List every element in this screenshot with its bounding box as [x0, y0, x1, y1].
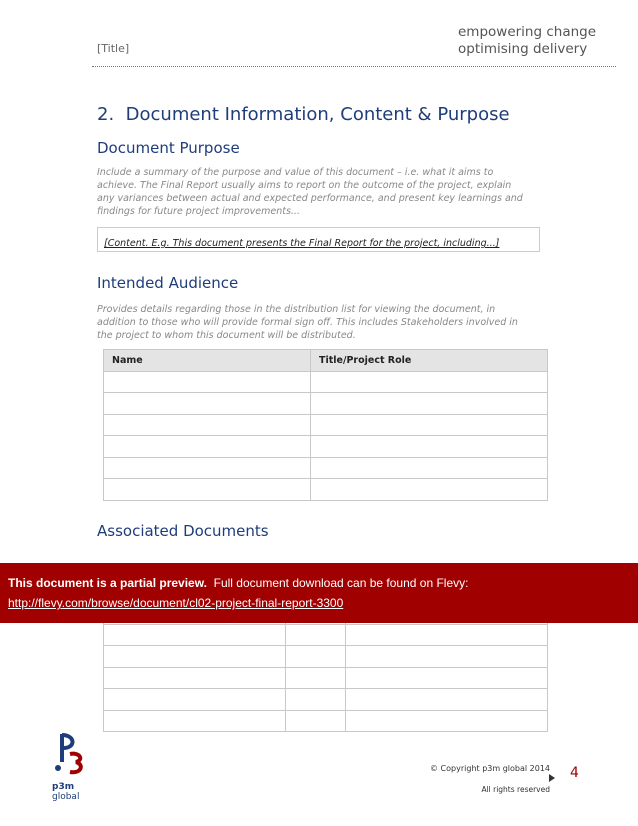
p3m-logo-icon	[52, 732, 92, 778]
associated-documents-heading: Associated Documents	[97, 522, 269, 540]
rights-reserved: All rights reserved	[481, 785, 550, 794]
instruction-line: the project to whom this document will be distributed.	[97, 330, 356, 341]
table-header-row	[104, 350, 548, 372]
table-cell[interactable]	[104, 393, 311, 415]
document-purpose-heading: Document Purpose	[97, 139, 240, 157]
logo-text-global: global	[52, 792, 80, 802]
table-cell[interactable]	[104, 479, 311, 501]
table-cell[interactable]	[104, 646, 286, 668]
table-cell[interactable]	[311, 479, 548, 501]
table-row	[104, 646, 548, 668]
table-cell[interactable]	[286, 667, 346, 689]
table-row	[104, 457, 548, 479]
table-row	[104, 371, 548, 393]
intended-audience-instructions	[97, 303, 542, 342]
preview-banner	[0, 563, 638, 623]
instruction-line: addition to those who will provide formal sign off. This includes Stakeholders involved in	[97, 317, 518, 328]
copyright-notice: © Copyright p3m global 2014	[430, 764, 550, 773]
table-row	[104, 667, 548, 689]
preview-banner-text: Full document download can be found on Flevy:	[213, 576, 469, 590]
logo-text-p3m: p3m	[52, 782, 75, 792]
table-cell[interactable]	[311, 457, 548, 479]
table-row	[104, 479, 548, 501]
table-cell[interactable]	[346, 624, 548, 646]
table-row	[104, 436, 548, 458]
table-cell[interactable]	[104, 457, 311, 479]
table-cell[interactable]	[104, 436, 311, 458]
table-cell[interactable]	[286, 624, 346, 646]
preview-banner-message	[8, 576, 638, 590]
table-cell[interactable]	[286, 646, 346, 668]
content-placeholder-text[interactable]: [Content. E.g. This document presents the Final Report for the project, including...]	[104, 238, 500, 249]
table-cell[interactable]	[104, 710, 286, 732]
table-cell[interactable]	[311, 393, 548, 415]
table-row	[104, 393, 548, 415]
table-row	[104, 414, 548, 436]
tagline	[458, 24, 596, 58]
table-cell[interactable]	[346, 689, 548, 711]
instruction-line: any variances between actual and expected performance, and present key learnings and	[97, 193, 523, 204]
table-cell[interactable]	[286, 689, 346, 711]
arrow-right-icon	[549, 774, 555, 782]
page-number: 4	[570, 765, 579, 781]
download-link[interactable]: http://flevy.com/browse/document/cl02-project-final-report-3300	[8, 596, 344, 610]
document-purpose-instructions	[97, 166, 542, 218]
header-divider	[92, 66, 616, 67]
table-cell[interactable]	[346, 710, 548, 732]
content-placeholder-box[interactable]	[97, 227, 540, 252]
table-cell[interactable]	[104, 689, 286, 711]
document-title-placeholder: [Title]	[97, 42, 130, 55]
preview-banner-bold-text: This document is a partial preview.	[8, 576, 207, 590]
table-cell[interactable]	[104, 624, 286, 646]
table-row	[104, 624, 548, 646]
table-row	[104, 710, 548, 732]
p3m-global-logo	[52, 732, 92, 804]
table-cell[interactable]	[104, 414, 311, 436]
section-number: 2.	[97, 104, 115, 125]
instruction-line: findings for future project improvements...	[97, 206, 300, 217]
section-heading	[97, 104, 510, 125]
table-cell[interactable]	[286, 710, 346, 732]
table-cell[interactable]	[311, 414, 548, 436]
tagline-line-1: empowering change	[458, 24, 597, 40]
instruction-line: Include a summary of the purpose and value of this document – i.e. what it aims to	[97, 167, 494, 178]
table-cell[interactable]	[346, 667, 548, 689]
audience-table	[103, 349, 548, 501]
table-row	[104, 689, 548, 711]
table-cell[interactable]	[104, 667, 286, 689]
instruction-line: achieve. The Final Report usually aims to report on the outcome of the project, explain	[97, 180, 512, 191]
section-title: Document Information, Content & Purpose	[125, 104, 510, 125]
table-cell[interactable]	[311, 436, 548, 458]
instruction-line: Provides details regarding those in the distribution list for viewing the document, in	[97, 304, 496, 315]
intended-audience-heading: Intended Audience	[97, 274, 239, 292]
column-header-name: Name	[104, 350, 311, 372]
table-cell[interactable]	[104, 371, 311, 393]
tagline-line-2: optimising delivery	[458, 41, 588, 57]
column-header-role: Title/Project Role	[311, 350, 548, 372]
table-cell[interactable]	[311, 371, 548, 393]
table-cell[interactable]	[346, 646, 548, 668]
